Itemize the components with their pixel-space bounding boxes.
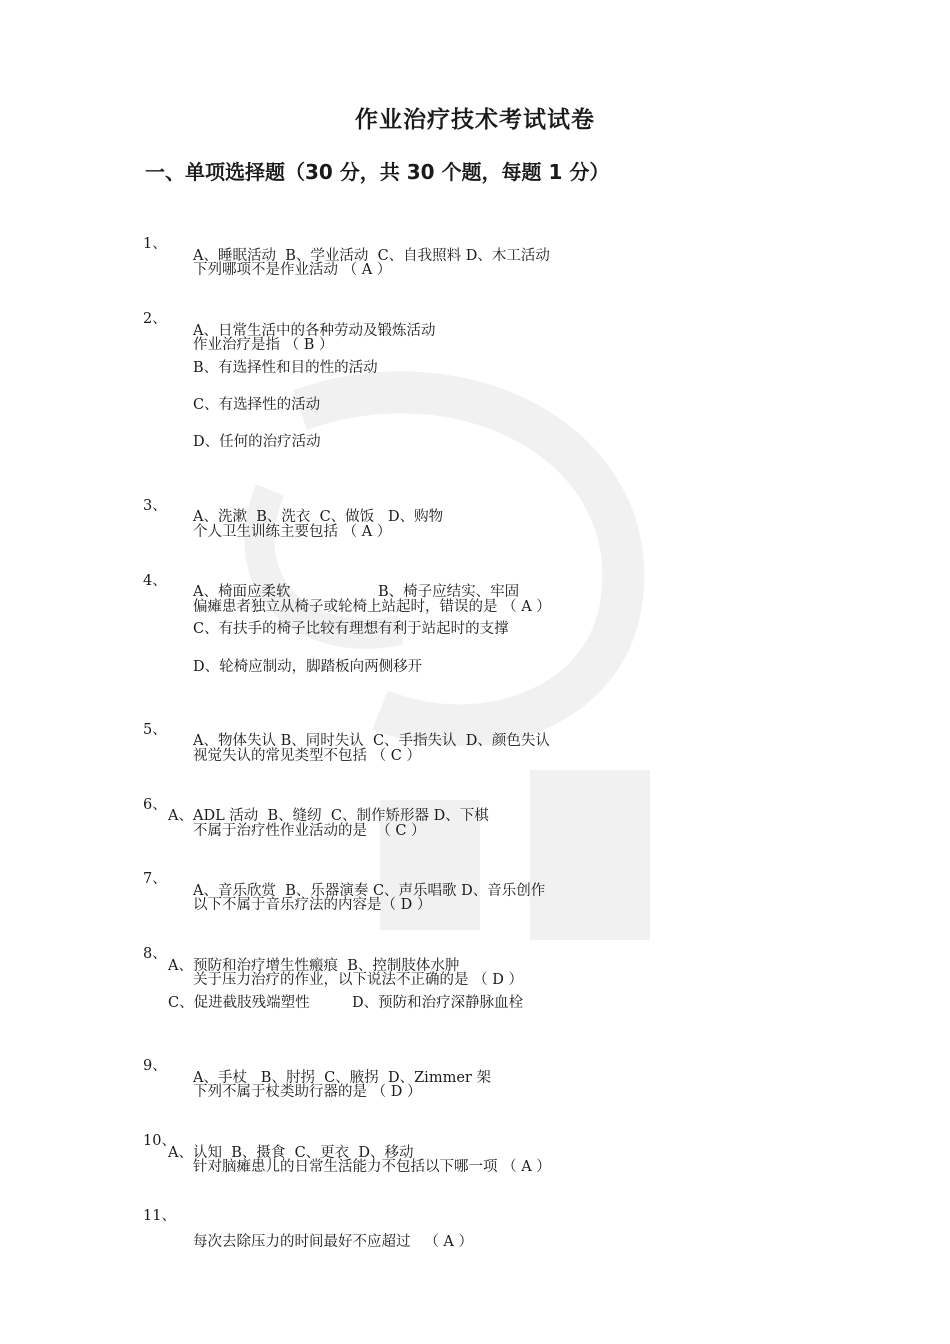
question-number: 8、 — [143, 946, 167, 962]
question-6-options: A、ADL 活动 B、缝纫 C、制作矫形器 D、下棋 — [168, 808, 489, 824]
question-text: 视觉失认的常见类型不包括 （ C ） — [193, 748, 421, 764]
question-number: 7、 — [143, 871, 167, 887]
question-2-option-c: C、有选择性的活动 — [193, 397, 321, 413]
question-4-option-b: B、椅子应结实、牢固 — [378, 584, 520, 600]
question-number: 2、 — [143, 311, 167, 327]
question-2-option-a: A、日常生活中的各种劳动及锻炼活动 — [193, 323, 436, 339]
question-3-options: A、洗漱 B、洗衣 C、做饭 D、购物 — [193, 509, 444, 525]
question-text: 作业治疗是指 （ B ） — [193, 337, 334, 353]
question-10-options: A、认知 B、摄食 C、更衣 D、移动 — [168, 1145, 414, 1161]
question-7-options: A、音乐欣赏 B、乐器演奏 C、声乐唱歌 D、音乐创作 — [193, 883, 546, 899]
question-number: 6、 — [143, 797, 167, 813]
question-number: 3、 — [143, 498, 167, 514]
question-8-options-ab: A、预防和治疗增生性瘢痕 B、控制肢体水肿 — [168, 958, 460, 974]
question-number: 11、 — [143, 1208, 176, 1224]
question-text: 以下不属于音乐疗法的内容是（ D ） — [193, 897, 432, 913]
question-4-option-a: A、椅面应柔软 — [193, 584, 291, 600]
question-1-options: A、睡眠活动 B、学业活动 C、自我照料 D、木工活动 — [193, 248, 550, 264]
watermark-logo-icon — [150, 330, 710, 970]
question-number: 1、 — [143, 236, 167, 252]
question-text: 关于压力治疗的作业，以下说法不正确的是 （ D ） — [193, 972, 523, 988]
exam-title: 作业治疗技术考试试卷 — [355, 107, 595, 133]
question-8-option-c: C、促进截肢残端塑性 — [168, 995, 310, 1011]
question-text: 不属于治疗性作业活动的是 （ C ） — [193, 823, 426, 839]
question-number: 4、 — [143, 573, 167, 589]
question-number: 10、 — [143, 1133, 176, 1149]
question-4-option-c: C、有扶手的椅子比较有理想有利于站起时的支撑 — [193, 621, 509, 637]
question-text: 下列不属于杖类助行器的是 （ D ） — [193, 1084, 422, 1100]
question-11 — [0, 1177, 474, 1250]
question-4-option-d: D、轮椅应制动，脚踏板向两侧移开 — [193, 659, 423, 675]
section-heading: 一、单项选择题（30 分，共 30 个题，每题 1 分） — [145, 160, 610, 184]
question-2-option-b: B、有选择性和目的性的活动 — [193, 360, 378, 376]
question-5-options: A、物体失认 B、同时失认 C、手指失认 D、颜色失认 — [193, 733, 550, 749]
question-text: 每次去除压力的时间最好不应超过 （ A ） — [193, 1234, 474, 1250]
question-9-options: A、手杖 B、肘拐 C、腋拐 D、Zimmer 架 — [193, 1070, 491, 1086]
question-text: 针对脑瘫患儿的日常生活能力不包括以下哪一项 （ A ） — [193, 1159, 551, 1175]
question-2-option-d: D、任何的治疗活动 — [193, 434, 321, 450]
question-8-option-d: D、预防和治疗深静脉血栓 — [352, 995, 524, 1011]
question-number: 5、 — [143, 722, 167, 738]
question-text: 偏瘫患者独立从椅子或轮椅上站起时，错误的是 （ A ） — [193, 599, 551, 615]
question-text: 下列哪项不是作业活动 （ A ） — [193, 262, 392, 278]
question-number: 9、 — [143, 1058, 167, 1074]
question-text: 个人卫生训练主要包括 （ A ） — [193, 524, 392, 540]
